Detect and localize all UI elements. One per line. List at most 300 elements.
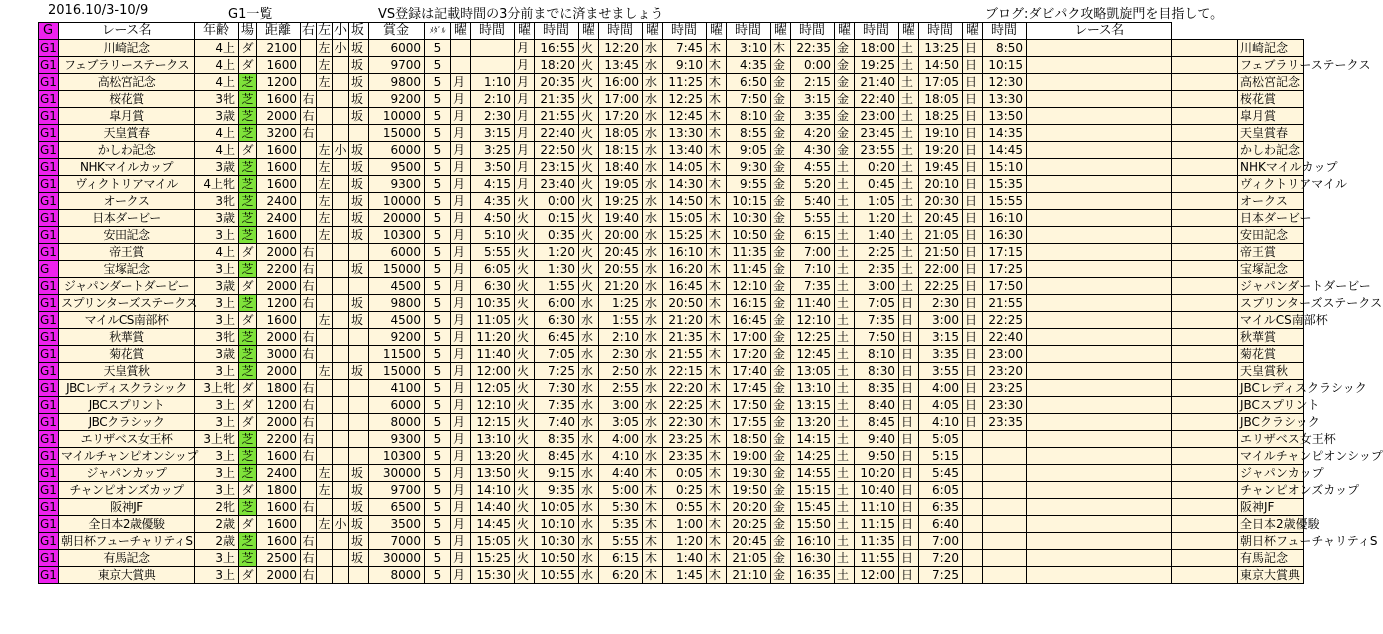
left-turn-cell: 左 — [318, 211, 331, 225]
time-3-cell: 2:30 — [599, 346, 643, 363]
day-4-cell: 木 — [643, 499, 663, 516]
day-5-cell: 木 — [707, 533, 727, 550]
time-4-cell: 14:05 — [663, 159, 707, 176]
day-3-cell: 水 — [579, 312, 599, 329]
time-3-cell: 2:55 — [599, 380, 643, 397]
day-1-cell: 月 — [451, 465, 471, 482]
grade-cell: G — [39, 261, 59, 278]
distance-cell: 2500 — [257, 550, 301, 567]
time-2-cell: 10:55 — [535, 567, 579, 584]
slope-cell — [349, 329, 369, 346]
column-header: 時間 — [599, 23, 643, 40]
time-5-cell: 17:00 — [727, 329, 771, 346]
day-6-cell: 金 — [771, 108, 791, 125]
time-5-cell: 20:45 — [727, 533, 771, 550]
time-2-cell: 7:25 — [535, 363, 579, 380]
time-1-cell: 5:55 — [471, 244, 515, 261]
day-3-cell: 火 — [579, 210, 599, 227]
day-11-cell: 天皇賞春 — [1238, 125, 1304, 142]
time-10-cell — [1172, 533, 1238, 550]
time-9-cell: 8:50 — [983, 40, 1027, 57]
column-header: 曜 — [515, 23, 535, 40]
table-row — [39, 142, 1304, 159]
day-1-cell: 月 — [451, 380, 471, 397]
time-5-cell: 17:55 — [727, 414, 771, 431]
left-turn-cell — [317, 550, 333, 567]
time-4-cell: 20:50 — [663, 295, 707, 312]
day-8-cell: 土 — [899, 227, 919, 244]
distance-cell: 1600 — [257, 227, 301, 244]
age-cell: 3歳 — [195, 346, 239, 363]
time-10-cell — [1172, 397, 1238, 414]
time-3-cell: 20:45 — [599, 244, 643, 261]
time-5-cell: 16:15 — [727, 295, 771, 312]
time-3-cell: 18:05 — [599, 125, 643, 142]
day-1-cell: 月 — [451, 74, 471, 91]
time-5-cell: 12:10 — [727, 278, 771, 295]
right-turn-cell: 右 — [302, 568, 315, 582]
notice-text: VS登録は記載時間の3分前までに済ませましょう — [378, 7, 664, 22]
day-2-cell: 月 — [515, 74, 535, 91]
time-1-cell: 11:40 — [471, 346, 515, 363]
left-turn-cell — [317, 108, 333, 125]
day-6-cell: 金 — [771, 363, 791, 380]
table-row — [39, 244, 1304, 261]
day-1-cell: 月 — [451, 278, 471, 295]
distance-cell: 1600 — [257, 499, 301, 516]
time-5-cell: 10:50 — [727, 227, 771, 244]
slope-cell — [349, 567, 369, 584]
distance-cell: 1600 — [257, 159, 301, 176]
age-cell: 2歳 — [195, 516, 239, 533]
time-7-cell: 8:40 — [855, 397, 899, 414]
day-4-cell: 水 — [643, 261, 663, 278]
time-6-cell: 5:40 — [791, 193, 835, 210]
race-name-cell: 帝王賞 — [59, 244, 195, 261]
distance-cell: 2400 — [257, 465, 301, 482]
day-6-cell: 金 — [771, 482, 791, 499]
grade-cell: G1 — [40, 330, 57, 344]
slope-cell: 坂 — [349, 57, 369, 74]
time-2-cell: 23:15 — [535, 159, 579, 176]
grade-cell: G1 — [40, 58, 57, 72]
time-10-cell — [1172, 482, 1238, 499]
time-1-cell: 4:35 — [471, 193, 515, 210]
day-6-cell: 木 — [771, 40, 791, 57]
day-2-cell: 火 — [515, 380, 535, 397]
time-4-cell: 12:25 — [663, 91, 707, 108]
slope-cell — [349, 448, 369, 465]
age-cell: 3歳 — [195, 159, 239, 176]
day-8-cell: 日 — [899, 533, 919, 550]
day-8-cell: 日 — [899, 414, 919, 431]
medal-cell: 5 — [425, 431, 451, 448]
table-row — [39, 227, 1304, 244]
day-11-cell: スプリンターズステークス — [1238, 295, 1304, 312]
time-3-cell: 4:10 — [599, 448, 643, 465]
table-row — [39, 176, 1304, 193]
day-4-cell: 水 — [643, 125, 663, 142]
surface-cell: ダ — [239, 142, 257, 159]
day-7-cell: 土 — [835, 159, 855, 176]
grade-cell: G1 — [40, 75, 57, 89]
left-turn-cell — [317, 567, 333, 584]
time-2-cell: 10:30 — [535, 533, 579, 550]
race-name-right-cell — [1027, 550, 1172, 567]
race-name-cell: NHKマイルカップ — [59, 159, 195, 176]
day-7-cell: 土 — [835, 295, 855, 312]
time-7-cell: 2:25 — [855, 244, 899, 261]
prize-cell: 10000 — [369, 193, 425, 210]
race-name-right-cell — [1027, 448, 1172, 465]
day-2-cell: 火 — [515, 465, 535, 482]
surface-cell: ダ — [239, 57, 257, 74]
time-6-cell: 14:25 — [791, 448, 835, 465]
time-5-cell: 4:35 — [727, 57, 771, 74]
surface-cell: 芝 — [239, 125, 257, 142]
table-row — [39, 329, 1304, 346]
day-2-cell: 月 — [515, 125, 535, 142]
day-4-cell: 水 — [643, 176, 663, 193]
time-8-cell: 21:05 — [919, 227, 963, 244]
right-turn-cell — [301, 363, 317, 380]
small-track-cell — [333, 159, 349, 176]
time-8-cell: 22:00 — [919, 261, 963, 278]
time-2-cell: 0:35 — [535, 227, 579, 244]
medal-cell: 5 — [425, 210, 451, 227]
distance-cell: 1800 — [257, 482, 301, 499]
time-9-cell: 14:45 — [983, 142, 1027, 159]
surface-cell: 芝 — [239, 210, 257, 227]
prize-cell: 6000 — [369, 40, 425, 57]
race-name-cell: 天皇賞春 — [59, 125, 195, 142]
day-6-cell: 金 — [771, 261, 791, 278]
time-6-cell: 11:40 — [791, 295, 835, 312]
time-4-cell: 13:40 — [663, 142, 707, 159]
day-2-cell: 火 — [515, 193, 535, 210]
day-6-cell: 金 — [771, 312, 791, 329]
age-cell: 3牝 — [195, 193, 239, 210]
column-header: 年齢 — [195, 23, 239, 40]
grade-cell: G1 — [40, 500, 57, 514]
day-3-cell: 水 — [579, 567, 599, 584]
day-11-cell: 皐月賞 — [1238, 108, 1304, 125]
time-10-cell — [1172, 227, 1238, 244]
time-6-cell: 15:15 — [791, 482, 835, 499]
left-turn-cell: 左 — [318, 41, 331, 55]
left-turn-cell: 左 — [318, 228, 331, 242]
day-7-cell: 土 — [835, 346, 855, 363]
distance-cell: 1200 — [257, 397, 301, 414]
day-9-cell: 日 — [963, 176, 983, 193]
race-name-right-cell — [1027, 567, 1172, 584]
time-5-cell: 10:30 — [727, 210, 771, 227]
day-3-cell: 火 — [579, 159, 599, 176]
day-2-cell: 火 — [515, 414, 535, 431]
surface-cell: 芝 — [239, 346, 257, 363]
time-6-cell: 0:00 — [791, 57, 835, 74]
slope-cell — [349, 278, 369, 295]
day-6-cell: 金 — [771, 244, 791, 261]
time-4-cell: 12:45 — [663, 108, 707, 125]
time-4-cell: 1:40 — [663, 550, 707, 567]
day-9-cell: 日 — [963, 278, 983, 295]
day-7-cell: 金 — [835, 57, 855, 74]
day-5-cell: 木 — [707, 448, 727, 465]
day-8-cell: 土 — [899, 57, 919, 74]
race-name-cell: スプリンターズステークス — [59, 295, 195, 312]
slope-cell — [349, 346, 369, 363]
time-4-cell: 1:00 — [663, 516, 707, 533]
slope-cell — [349, 125, 369, 142]
day-8-cell: 土 — [899, 74, 919, 91]
day-11-cell: 桜花賞 — [1238, 91, 1304, 108]
right-turn-cell — [301, 210, 317, 227]
grade-cell: G1 — [40, 211, 57, 225]
small-track-cell — [333, 533, 349, 550]
time-2-cell: 9:15 — [535, 465, 579, 482]
slope-cell: 坂 — [349, 533, 369, 550]
time-2-cell: 22:40 — [535, 125, 579, 142]
day-9-cell: 日 — [963, 142, 983, 159]
time-5-cell: 9:05 — [727, 142, 771, 159]
time-3-cell: 16:00 — [599, 74, 643, 91]
slope-cell: 坂 — [349, 193, 369, 210]
surface-cell: 芝 — [239, 448, 257, 465]
day-5-cell: 木 — [707, 142, 727, 159]
small-track-cell — [333, 346, 349, 363]
time-3-cell: 18:40 — [599, 159, 643, 176]
time-1-cell: 2:10 — [471, 91, 515, 108]
day-6-cell: 金 — [771, 278, 791, 295]
day-4-cell: 水 — [643, 40, 663, 57]
day-6-cell: 金 — [771, 227, 791, 244]
left-turn-cell: 左 — [318, 143, 331, 157]
time-1-cell: 12:10 — [471, 397, 515, 414]
surface-cell: 芝 — [239, 499, 257, 516]
table-row — [39, 91, 1304, 108]
distance-cell: 3000 — [257, 346, 301, 363]
day-3-cell: 火 — [579, 176, 599, 193]
day-3-cell: 火 — [579, 125, 599, 142]
race-name-right-cell — [1027, 278, 1172, 295]
time-2-cell: 1:30 — [535, 261, 579, 278]
time-8-cell: 5:15 — [919, 448, 963, 465]
distance-cell: 1600 — [257, 448, 301, 465]
day-8-cell: 日 — [899, 448, 919, 465]
time-1-cell: 12:05 — [471, 380, 515, 397]
day-9-cell: 日 — [963, 312, 983, 329]
right-turn-cell — [301, 159, 317, 176]
medal-cell: 5 — [425, 193, 451, 210]
day-1-cell: 月 — [451, 142, 471, 159]
grade-cell: G1 — [40, 313, 57, 327]
day-7-cell: 土 — [835, 227, 855, 244]
day-5-cell: 木 — [707, 431, 727, 448]
time-2-cell: 16:55 — [535, 40, 579, 57]
day-6-cell: 金 — [771, 295, 791, 312]
day-8-cell: 日 — [899, 397, 919, 414]
prize-cell: 30000 — [369, 465, 425, 482]
distance-cell: 1600 — [257, 142, 301, 159]
time-1-cell: 13:10 — [471, 431, 515, 448]
time-6-cell: 7:00 — [791, 244, 835, 261]
day-3-cell: 水 — [579, 533, 599, 550]
day-1-cell: 月 — [451, 125, 471, 142]
time-10-cell — [1172, 142, 1238, 159]
left-turn-cell: 左 — [318, 177, 331, 191]
time-9-cell: 23:30 — [983, 397, 1027, 414]
small-track-cell: 小 — [334, 143, 347, 157]
prize-cell: 3500 — [369, 516, 425, 533]
time-8-cell: 7:20 — [919, 550, 963, 567]
time-3-cell: 21:20 — [599, 278, 643, 295]
day-7-cell: 土 — [835, 210, 855, 227]
table-row — [39, 312, 1304, 329]
day-7-cell: 土 — [835, 431, 855, 448]
day-3-cell: 火 — [579, 142, 599, 159]
small-track-cell — [333, 176, 349, 193]
race-name-cell: JBCスプリント — [59, 397, 195, 414]
time-5-cell: 8:10 — [727, 108, 771, 125]
time-7-cell: 8:45 — [855, 414, 899, 431]
day-11-cell: エリザベス女王杯 — [1238, 431, 1304, 448]
time-5-cell: 19:30 — [727, 465, 771, 482]
age-cell: 3牝 — [195, 91, 239, 108]
time-10-cell — [1172, 346, 1238, 363]
distance-cell: 2000 — [257, 567, 301, 584]
slope-cell: 坂 — [349, 295, 369, 312]
race-name-right-cell — [1027, 312, 1172, 329]
time-8-cell: 20:45 — [919, 210, 963, 227]
time-3-cell: 18:15 — [599, 142, 643, 159]
time-10-cell — [1172, 193, 1238, 210]
day-2-cell: 火 — [515, 516, 535, 533]
prize-cell: 15000 — [369, 261, 425, 278]
day-11-cell: JBCクラシック — [1238, 414, 1304, 431]
small-track-cell — [333, 363, 349, 380]
time-9-cell: 17:15 — [983, 244, 1027, 261]
day-2-cell: 火 — [515, 567, 535, 584]
time-7-cell: 23:00 — [855, 108, 899, 125]
day-5-cell: 木 — [707, 482, 727, 499]
day-8-cell: 土 — [899, 125, 919, 142]
right-turn-cell — [301, 482, 317, 499]
day-2-cell: 火 — [515, 431, 535, 448]
time-8-cell: 2:30 — [919, 295, 963, 312]
time-4-cell: 13:30 — [663, 125, 707, 142]
time-4-cell: 21:55 — [663, 346, 707, 363]
column-header: 曜 — [707, 23, 727, 40]
day-9-cell: 日 — [963, 193, 983, 210]
slope-cell: 坂 — [349, 465, 369, 482]
day-3-cell: 火 — [579, 91, 599, 108]
slope-cell: 坂 — [349, 40, 369, 57]
time-8-cell: 20:10 — [919, 176, 963, 193]
day-4-cell: 水 — [643, 414, 663, 431]
prize-cell: 10300 — [369, 227, 425, 244]
time-9-cell: 22:25 — [983, 312, 1027, 329]
column-header: 右 — [301, 23, 315, 38]
medal-cell: 5 — [425, 244, 451, 261]
time-2-cell: 10:10 — [535, 516, 579, 533]
left-turn-cell: 左 — [318, 483, 331, 497]
time-8-cell: 14:50 — [919, 57, 963, 74]
medal-cell: 5 — [425, 465, 451, 482]
time-10-cell — [1172, 380, 1238, 397]
race-name-right-cell — [1027, 380, 1172, 397]
time-6-cell: 4:20 — [791, 125, 835, 142]
day-1-cell: 月 — [451, 499, 471, 516]
medal-cell: 5 — [425, 159, 451, 176]
time-5-cell: 7:50 — [727, 91, 771, 108]
grade-cell: G1 — [40, 364, 57, 378]
time-2-cell: 7:05 — [535, 346, 579, 363]
column-header: 曜 — [771, 23, 791, 40]
day-4-cell: 水 — [643, 74, 663, 91]
time-6-cell: 6:15 — [791, 227, 835, 244]
distance-cell: 2200 — [257, 261, 301, 278]
day-7-cell: 金 — [835, 74, 855, 91]
day-9-cell: 日 — [963, 380, 983, 397]
table-row — [39, 108, 1304, 125]
day-7-cell: 土 — [835, 329, 855, 346]
time-5-cell: 20:20 — [727, 499, 771, 516]
day-9-cell — [963, 431, 983, 448]
day-11-cell: ジャパンダートダービー — [1238, 278, 1304, 295]
grade-cell: G1 — [40, 483, 57, 497]
distance-cell: 1600 — [257, 533, 301, 550]
day-1-cell: 月 — [451, 482, 471, 499]
column-header: 時間 — [663, 23, 707, 40]
time-2-cell: 20:35 — [535, 74, 579, 91]
day-1-cell: 月 — [451, 363, 471, 380]
time-10-cell — [1172, 363, 1238, 380]
time-9-cell: 21:55 — [983, 295, 1027, 312]
day-8-cell: 日 — [899, 567, 919, 584]
time-4-cell: 22:20 — [663, 380, 707, 397]
day-5-cell: 木 — [707, 329, 727, 346]
column-header: G — [39, 23, 59, 40]
day-4-cell: 水 — [643, 108, 663, 125]
day-1-cell: 月 — [451, 329, 471, 346]
day-1-cell: 月 — [451, 210, 471, 227]
prize-cell: 7000 — [369, 533, 425, 550]
day-9-cell — [963, 533, 983, 550]
race-name-cell: フェブラリーステークス — [59, 57, 195, 74]
time-8-cell: 6:40 — [919, 516, 963, 533]
time-7-cell: 23:45 — [855, 125, 899, 142]
age-cell: 3上 — [195, 227, 239, 244]
time-8-cell: 19:20 — [919, 142, 963, 159]
prize-cell: 4100 — [369, 380, 425, 397]
small-track-cell — [333, 108, 349, 125]
time-4-cell: 21:35 — [663, 329, 707, 346]
age-cell: 3上 — [195, 414, 239, 431]
time-7-cell: 12:00 — [855, 567, 899, 584]
small-track-cell — [333, 210, 349, 227]
grade-cell: G1 — [40, 381, 57, 395]
day-5-cell: 木 — [707, 57, 727, 74]
table-row — [39, 261, 1304, 278]
day-5-cell: 木 — [707, 227, 727, 244]
time-9-cell: 15:35 — [983, 176, 1027, 193]
time-2-cell: 6:30 — [535, 312, 579, 329]
day-9-cell — [963, 465, 983, 482]
race-name-cell: チャンピオンズカップ — [59, 482, 195, 499]
day-9-cell: 日 — [963, 414, 983, 431]
day-11-cell: かしわ記念 — [1238, 142, 1304, 159]
